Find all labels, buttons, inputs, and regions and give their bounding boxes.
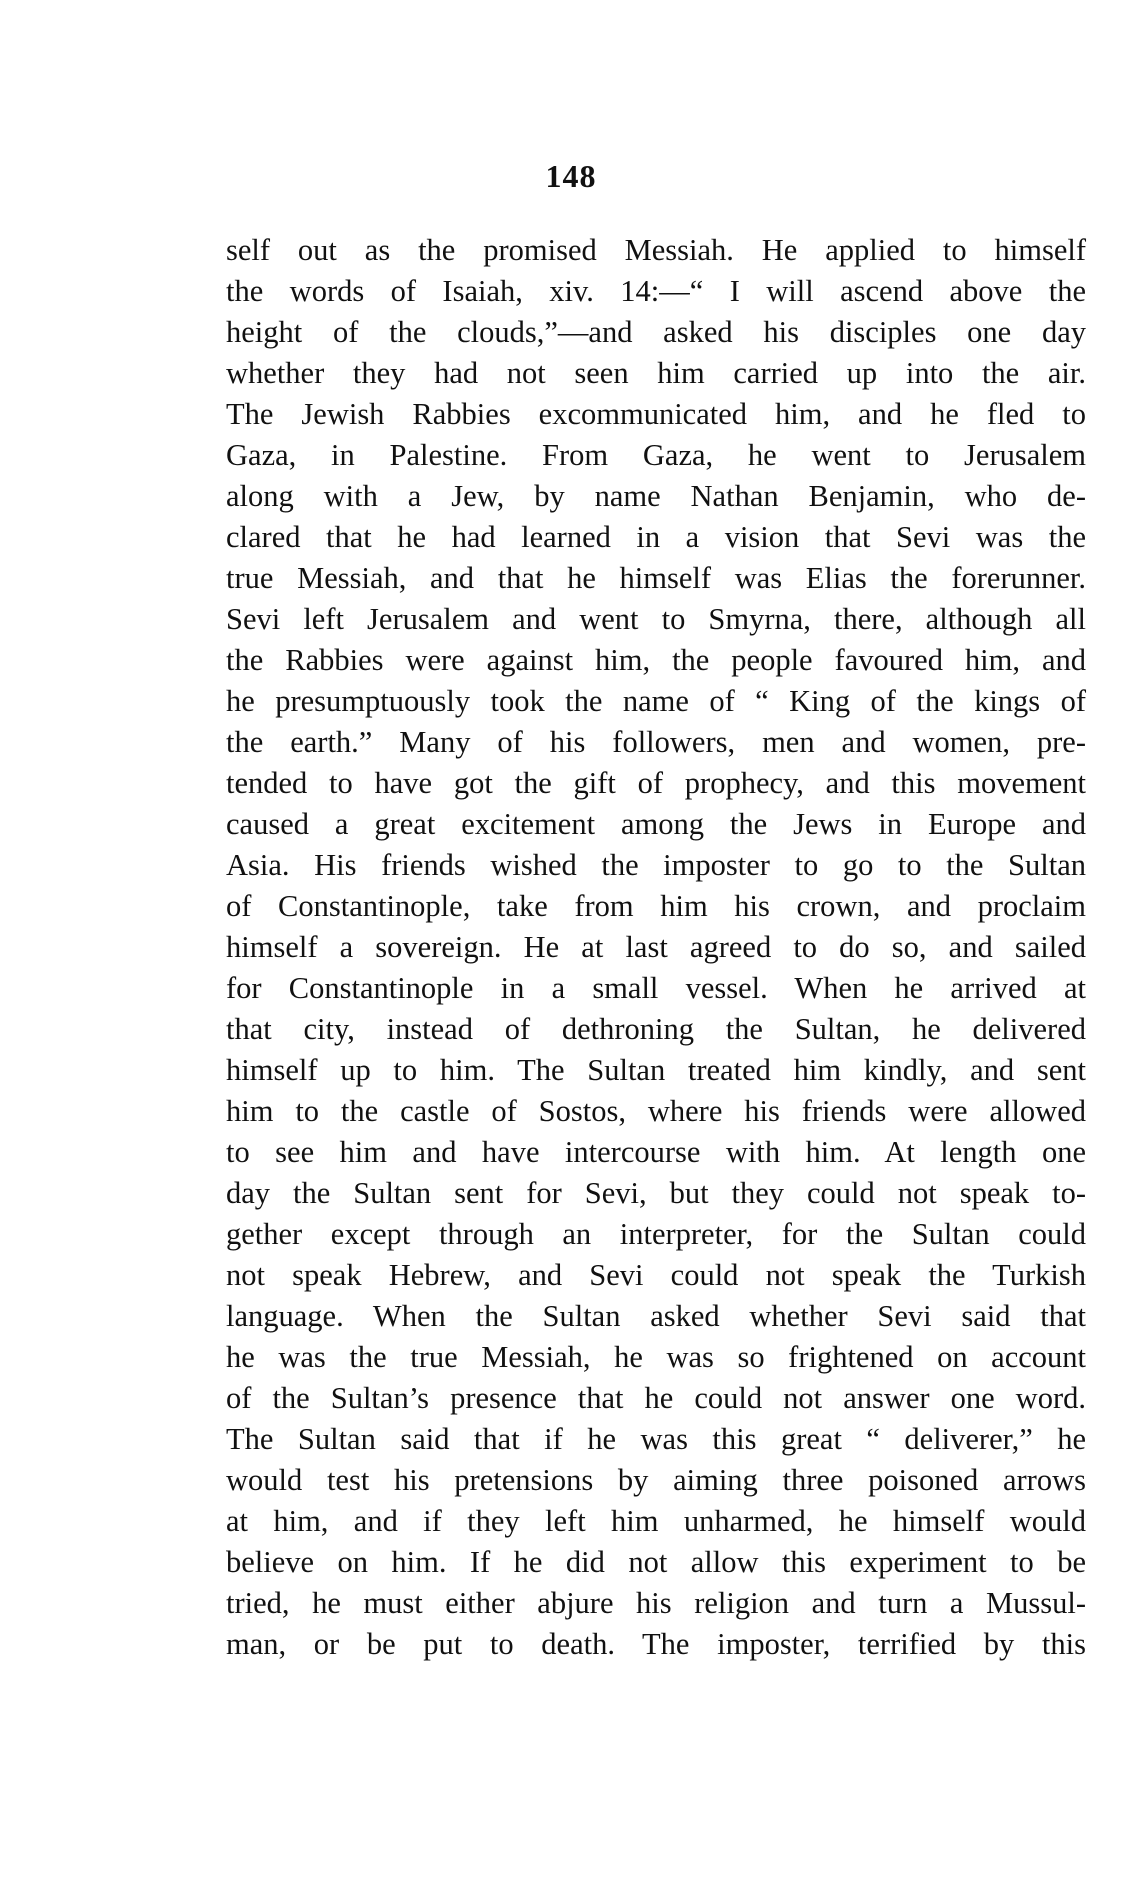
text-line: caused a great excitement among the Jews in Europe and xyxy=(226,807,1086,841)
text-line: Sevi left Jerusalem and went to Smyrna, there, although all xyxy=(226,602,1086,636)
text-line: not speak Hebrew, and Sevi could not speak the Turkish xyxy=(226,1258,1086,1292)
text-line: him to the castle of Sostos, where his friends were allowed xyxy=(226,1094,1086,1128)
text-line: tended to have got the gift of prophecy, and this movement xyxy=(226,766,1086,800)
text-line: he was the true Messiah, he was so frightened on account xyxy=(226,1340,1086,1374)
text-line: along with a Jew, by name Nathan Benjamin, who de- xyxy=(226,479,1086,513)
text-line: would test his pretensions by aiming three poisoned arrows xyxy=(226,1463,1086,1497)
text-line: believe on him. If he did not allow this experiment to be xyxy=(226,1545,1086,1579)
text-line: gether except through an interpreter, for the Sultan could xyxy=(226,1217,1086,1251)
text-line: tried, he must either abjure his religion and turn a Mussul- xyxy=(226,1586,1086,1620)
text-line: the words of Isaiah, xiv. 14:—“ I will ascend above the xyxy=(226,274,1086,308)
page-number: 148 xyxy=(545,158,597,194)
text-line: The Sultan said that if he was this great “ deliverer,” he xyxy=(226,1422,1086,1456)
text-line: the Rabbies were against him, the people favoured him, and xyxy=(226,643,1086,677)
text-line: self out as the promised Messiah. He applied to himself xyxy=(226,233,1086,267)
text-line: the earth.” Many of his followers, men and women, pre- xyxy=(226,725,1086,759)
text-line: that city, instead of dethroning the Sultan, he delivered xyxy=(226,1012,1086,1046)
text-line: height of the clouds,”—and asked his disciples one day xyxy=(226,315,1086,349)
text-line: of the Sultan’s presence that he could not answer one word. xyxy=(226,1381,1086,1415)
text-line: whether they had not seen him carried up into the air. xyxy=(226,356,1086,390)
text-line: day the Sultan sent for Sevi, but they could not speak to- xyxy=(226,1176,1086,1210)
text-line: for Constantinople in a small vessel. When he arrived at xyxy=(226,971,1086,1005)
text-line: language. When the Sultan asked whether Sevi said that xyxy=(226,1299,1086,1333)
text-line: true Messiah, and that he himself was Elias the forerunner. xyxy=(226,561,1086,595)
text-line: Gaza, in Palestine. From Gaza, he went to Jerusalem xyxy=(226,438,1086,472)
text-line: of Constantinople, take from him his crown, and proclaim xyxy=(226,889,1086,923)
text-line: man, or be put to death. The imposter, terrified by this xyxy=(226,1627,1086,1661)
text-line: at him, and if they left him unharmed, he himself would xyxy=(226,1504,1086,1538)
text-line: Asia. His friends wished the imposter to go to the Sultan xyxy=(226,848,1086,882)
text-line: he presumptuously took the name of “ King of the kings of xyxy=(226,684,1086,718)
text-line: to see him and have intercourse with him. At length one xyxy=(226,1135,1086,1169)
text-line: The Jewish Rabbies excommunicated him, and he fled to xyxy=(226,397,1086,431)
text-line: himself a sovereign. He at last agreed to do so, and sailed xyxy=(226,930,1086,964)
text-line: himself up to him. The Sultan treated him kindly, and sent xyxy=(226,1053,1086,1087)
text-line: clared that he had learned in a vision that Sevi was the xyxy=(226,520,1086,554)
body-text xyxy=(226,230,1086,1665)
